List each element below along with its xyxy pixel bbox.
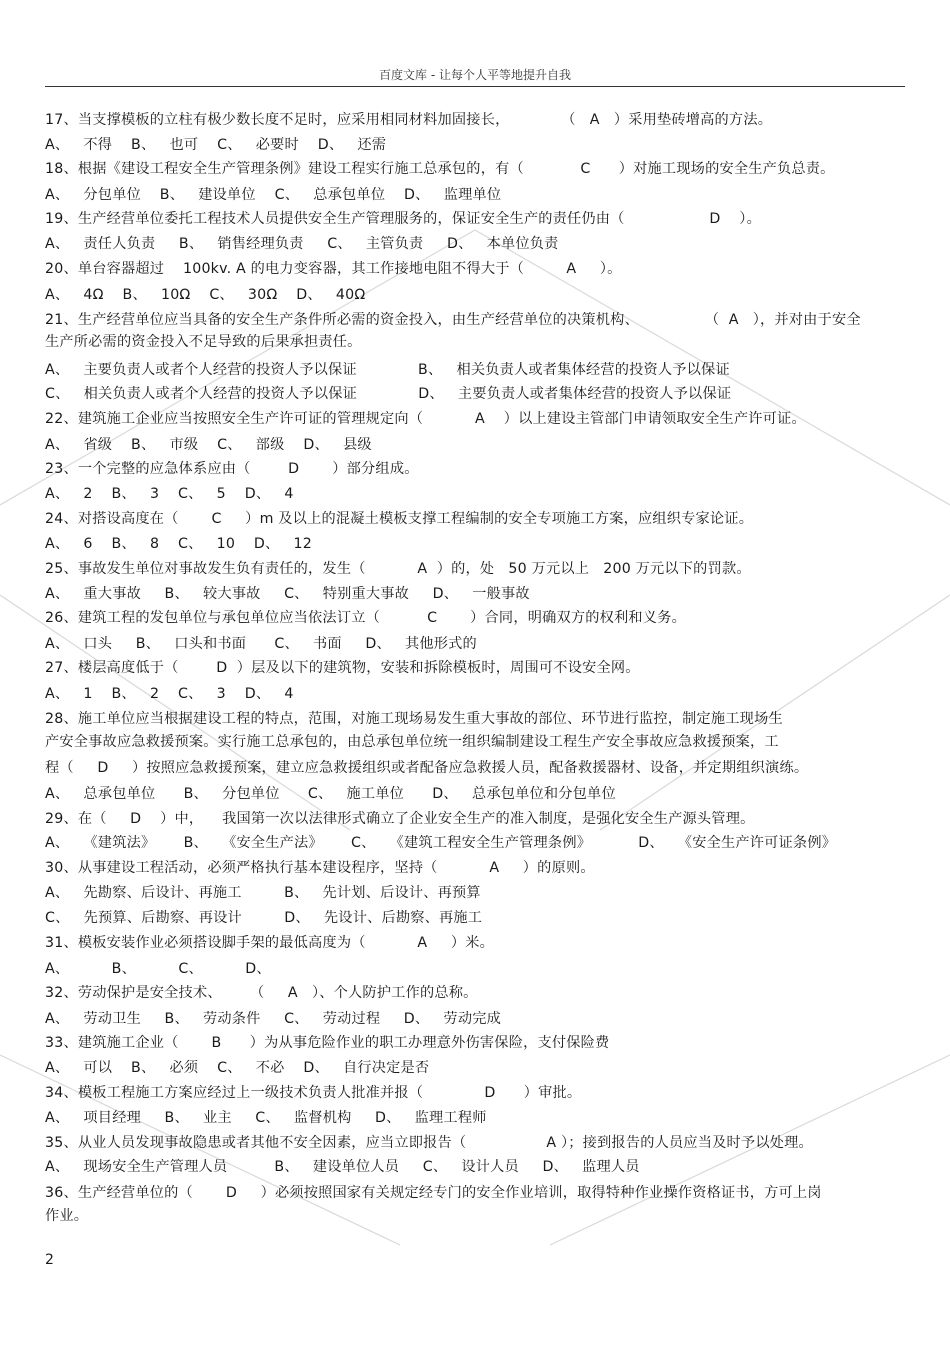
option-line: A、 6 B、 8 C、 10 D、 12 [45, 536, 313, 552]
question-line: 35、从业人员发现事故隐患或者其他不安全因素，应当立即报告（ A ）；接到报告的人员应当及时予以处理。 [45, 1135, 813, 1151]
option-line: A、 分包单位 B、 建设单位 C、 总承包单位 D、 监理单位 [45, 187, 502, 203]
option-line: A、 不得 B、 也可 C、 必要时 D、 还需 [45, 137, 387, 153]
question-line: 32、劳动保护是安全技术、 （ A ）、个人防护工作的总称。 [45, 985, 478, 1001]
option-line: A、 总承包单位 B、 分包单位 C、 施工单位 D、 总承包单位和分包单位 [45, 786, 616, 802]
option-line: A、 可以 B、 必须 C、 不必 D、 自行决定是否 [45, 1060, 430, 1076]
header-divider [45, 86, 905, 87]
question-line: 30、从事建设工程活动，必须严格执行基本建设程序，坚持（ A ）的原则。 [45, 860, 595, 876]
question-line: 27、楼层高度低于（ D ）层及以下的建筑物，安装和拆除模板时，周围可不设安全网。 [45, 660, 640, 676]
option-line: A、 2 B、 3 C、 5 D、 4 [45, 486, 294, 502]
option-line: A、 主要负责人或者个人经营的投资人予以保证 B、 相关负责人或者集体经营的投资人予以保证 [45, 362, 730, 378]
option-line: A、 1 B、 2 C、 3 D、 4 [45, 686, 294, 702]
question-line: 28、施工单位应当根据建设工程的特点，范围，对施工现场易发生重大事故的部位、环节进行监控，制定施工现场生 [45, 711, 783, 727]
question-line: 33、建筑施工企业（ B ）为从事危险作业的职工办理意外伤害保险，支付保险费 [45, 1035, 610, 1051]
question-line: 18、根据《建设工程安全生产管理条例》建设工程实行施工总承包的，有（ C ）对施工现场的安全生产负总责。 [45, 161, 835, 177]
option-line: C、 相关负责人或者个人经营的投资人予以保证 D、 主要负责人或者集体经营的投资人予以保证 [45, 386, 732, 402]
question-line: 作业。 [45, 1208, 89, 1224]
question-line: 36、生产经营单位的（ D ）必须按照国家有关规定经专门的安全作业培训，取得特种作业操作资格证书，方可上岗 [45, 1185, 822, 1201]
question-line: 34、模板工程施工方案应经过上一级技术负责人批准并报（ D ）审批。 [45, 1085, 582, 1101]
question-line: 程（ D ）按照应急救援预案，建立应急救援组织或者配备应急救援人员，配备救援器材、设备，并定期组织演练。 [45, 760, 809, 776]
option-line: A、 先勘察、后设计、再施工 B、 先计划、后设计、再预算 [45, 885, 481, 901]
option-line: A、 《建筑法》 B、 《安全生产法》 C、 《建筑工程安全生产管理条例》 D、 《安全生产许可证条例》 [45, 835, 837, 851]
question-line: 19、生产经营单位委托工程技术人员提供安全生产管理服务的，保证安全生产的责任仍由（ D ）。 [45, 211, 761, 227]
option-line: A、 劳动卫生 B、 劳动条件 C、 劳动过程 D、 劳动完成 [45, 1011, 501, 1027]
option-line: A、 重大事故 B、 较大事故 C、 特别重大事故 D、 一般事故 [45, 586, 530, 602]
option-line: A、 现场安全生产管理人员 B、 建设单位人员 C、 设计人员 D、 监理人员 [45, 1159, 640, 1175]
question-line: 22、建筑施工企业应当按照安全生产许可证的管理规定向（ A ）以上建设主管部门申请领取安全生产许可证。 [45, 411, 806, 427]
option-line: A、 4Ω B、 10Ω C、 30Ω D、 40Ω [45, 287, 366, 303]
question-line: 26、建筑工程的发包单位与承包单位应当依法订立（ C ）合同，明确双方的权利和义务。 [45, 610, 686, 626]
question-line: 生产所必需的资金投入不足导致的后果承担责任。 [45, 334, 362, 350]
option-line: C、 先预算、后勘察、再设计 D、 先设计、后勘察、再施工 [45, 910, 483, 926]
question-line: 产安全事故应急救援预案。实行施工总承包的，由总承包单位统一组织编制建设工程生产安全事故应急救援预案，工 [45, 734, 779, 750]
option-line: A、 省级 B、 市级 C、 部级 D、 县级 [45, 437, 372, 453]
option-line: A、 项目经理 B、 业主 C、 监督机构 D、 监理工程师 [45, 1110, 487, 1126]
question-line: 21、生产经营单位应当具备的安全生产条件所必需的资金投入，由生产经营单位的决策机构、 （ A ），并对由于安全 [45, 312, 861, 328]
page-number: 2 [45, 1252, 54, 1268]
question-line: 17、当支撑模板的立柱有极少数长度不足时，应采用相同材料加固接长， （ A ）采用垫砖增高的方法。 [45, 112, 773, 128]
question-line: 24、对搭设高度在（ C ）m 及以上的混凝土模板支撑工程编制的安全专项施工方案，应组织专家论证。 [45, 511, 754, 527]
question-line: 31、模板安装作业必须搭设脚手架的最低高度为（ A ）米。 [45, 935, 495, 951]
question-line: 20、单台容器超过 100kv. A 的电力变容器，其工作接地电阻不得大于（ A ）。 [45, 261, 622, 277]
option-line: A、 口头 B、 口头和书面 C、 书面 D、 其他形式的 [45, 636, 477, 652]
page-header: 百度文库 - 让每个人平等地提升自我 [379, 68, 571, 82]
question-line: 29、在（ D ）中， 我国第一次以法律形式确立了企业安全生产的准入制度，是强化安全生产源头管理。 [45, 811, 755, 827]
question-line: 25、事故发生单位对事故发生负有责任的，发生（ A ）的，处 50 万元以上 200 万元以下的罚款。 [45, 561, 751, 577]
option-line: A、 B、 C、 D、 [45, 961, 271, 977]
question-line: 23、一个完整的应急体系应由（ D ）部分组成。 [45, 461, 419, 477]
option-line: A、 责任人负责 B、 销售经理负责 C、 主管负责 D、 本单位负责 [45, 236, 559, 252]
